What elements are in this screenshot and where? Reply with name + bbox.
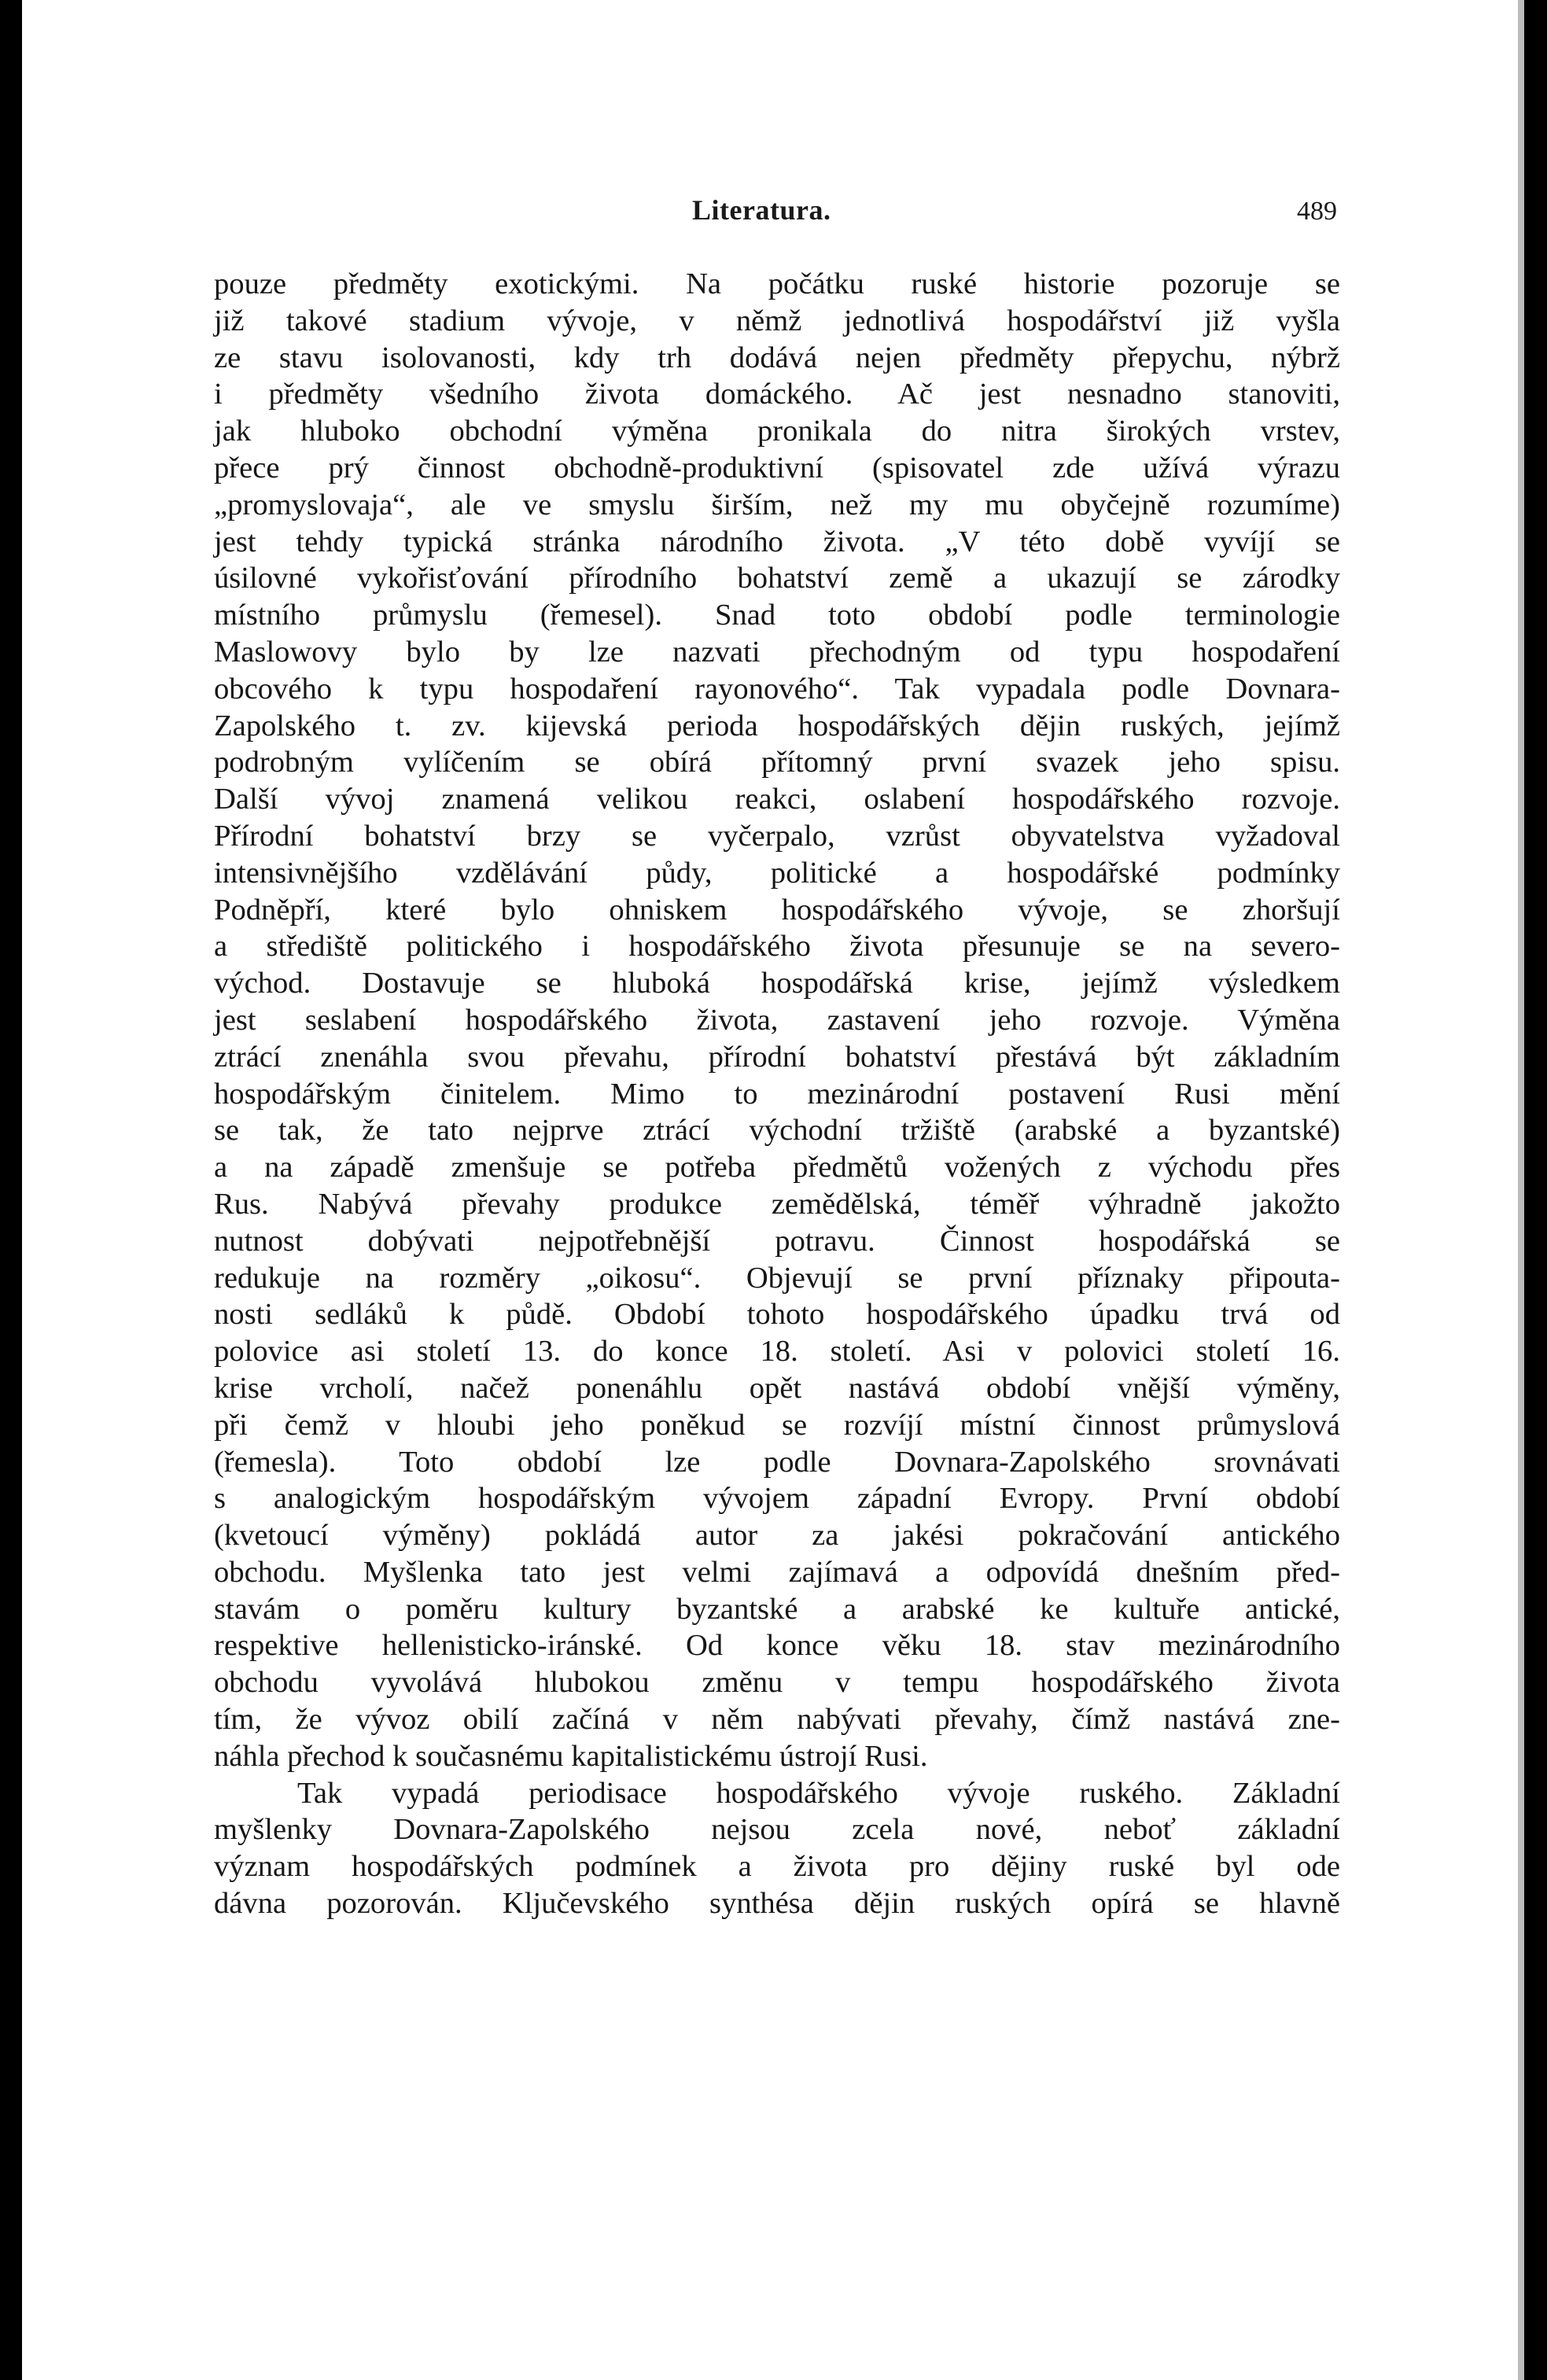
text-line: ztrácí znenáhla svou převahu, přírodní bohatství přestává být základním [214, 1040, 1340, 1074]
paragraph-start-line: Tak vypadá periodisace hospodářského vývoje ruského. Základní [297, 1776, 1340, 1810]
text-line: stavám o poměru kultury byzantské a arabské ke kultuře antické, [214, 1592, 1340, 1626]
text-line: nutnost dobývati nejpotřebnější potravu. Činnost hospodářská se [214, 1224, 1340, 1258]
text-line: hospodářským činitelem. Mimo to mezinárodní postavení Rusi mění [214, 1077, 1340, 1111]
text-line: přece prý činnost obchodně-produktivní (spisovatel zde užívá výrazu [214, 451, 1340, 484]
text-line: význam hospodářských podmínek a života pro dějiny ruské byl ode [214, 1850, 1340, 1884]
text-line: Přírodní bohatství brzy se vyčerpalo, vzrůst obyvatelstva vyžadoval [214, 819, 1340, 853]
text-line: a střediště politického i hospodářského života přesunuje se na severo- [214, 930, 1340, 963]
text-line: Zapolského t. zv. kijevská perioda hospodářských dějin ruských, jejímž [214, 709, 1340, 742]
text-line: (kvetoucí výměny) pokládá autor za jakési pokračování antického [214, 1519, 1340, 1553]
text-line: (řemesla). Toto období lze podle Dovnara-Zapolského srovnávati [214, 1445, 1340, 1479]
text-line: pouze předměty exotickými. Na počátku ruské historie pozoruje se [214, 267, 1340, 300]
text-line: jest seslabení hospodářského života, zastavení jeho rozvoje. Výměna [214, 1003, 1340, 1037]
text-line: myšlenky Dovnara-Zapolského nejsou zcela nové, neboť základní [214, 1813, 1340, 1847]
text-line: při čemž v hloubi jeho poněkud se rozvíjí místní činnost průmyslová [214, 1408, 1340, 1442]
text-line: místního průmyslu (řemesel). Snad toto období podle terminologie [214, 599, 1340, 632]
text-line: „promyslovaja“, ale ve smyslu širším, než my mu obyčejně rozumíme) [214, 488, 1340, 521]
text-line: východ. Dostavuje se hluboká hospodářská krise, jejímž výsledkem [214, 967, 1340, 1000]
text-line: jest tehdy typická stránka národního života. „V této době vyvíjí se [214, 525, 1340, 558]
text-line: intensivnějšího vzdělávání půdy, politické a hospodářské podmínky [214, 856, 1340, 890]
text-line: a na západě zmenšuje se potřeba předmětů vožených z východu přes [214, 1151, 1340, 1184]
text-line: Maslowovy bylo by lze nazvati přechodným od typu hospodaření [214, 635, 1340, 669]
text-line: již takové stadium vývoje, v němž jednotlivá hospodářství již vyšla [214, 304, 1340, 337]
book-page [22, 0, 1524, 2380]
text-line: nosti sedláků k půdě. Období tohoto hospodářského úpadku trvá od [214, 1298, 1340, 1332]
text-line: tím, že vývoz obilí začíná v něm nabývati převahy, čímž nastává zne- [214, 1703, 1340, 1737]
text-line: ze stavu isolovanosti, kdy trh dodává nejen předměty přepychu, nýbrž [214, 341, 1340, 374]
running-head-title: Literatura. [692, 194, 831, 226]
text-line: respektive hellenisticko-iránské. Od konce věku 18. stav mezinárodního [214, 1629, 1340, 1663]
text-line: podrobným vylíčením se obírá přítomný první svazek jeho spisu. [214, 746, 1340, 779]
text-line: polovice asi století 13. do konce 18. století. Asi v polovici století 16. [214, 1335, 1340, 1369]
text-line: úsilovné vykořisťování přírodního bohatství země a ukazují se zárodky [214, 562, 1340, 595]
running-head [236, 193, 1337, 241]
page-number: 489 [1297, 197, 1337, 226]
body-text [214, 266, 1340, 1922]
text-line: Podněpří, které bylo ohniskem hospodářského vývoje, se zhoršují [214, 893, 1340, 927]
text-line: obchodu. Myšlenka tato jest velmi zajímavá a odpovídá dnešním před- [214, 1555, 1340, 1589]
text-line: jak hluboko obchodní výměna pronikala do nitra širokých vrstev, [214, 414, 1340, 448]
text-line: redukuje na rozměry „oikosu“. Objevují se první příznaky připouta- [214, 1261, 1340, 1295]
paragraph-end-line: náhla přechod k současnému kapitalistickému ústrojí Rusi. [214, 1739, 928, 1773]
text-line: i předměty všedního života domáckého. Ač jest nesnadno stanoviti, [214, 378, 1340, 411]
text-line: Rus. Nabývá převahy produkce zemědělská, téměř výhradně jakožto [214, 1187, 1340, 1221]
text-line: s analogickým hospodářským vývojem západní Evropy. První období [214, 1482, 1340, 1516]
text-line: se tak, že tato nejprve ztrácí východní tržiště (arabské a byzantské) [214, 1114, 1340, 1148]
text-line: Další vývoj znamená velikou reakci, oslabení hospodářského rozvoje. [214, 783, 1340, 816]
text-line: obchodu vyvolává hlubokou změnu v tempu hospodářského života [214, 1666, 1340, 1700]
text-line: krise vrcholí, načež ponenáhlu opět nastává období vnější výměny, [214, 1371, 1340, 1405]
text-line: dávna pozorován. Ključevského synthésa dějin ruských opírá se hlavně [214, 1887, 1340, 1921]
text-line: obcového k typu hospodaření rayonového“. Tak vypadala podle Dovnara- [214, 672, 1340, 706]
